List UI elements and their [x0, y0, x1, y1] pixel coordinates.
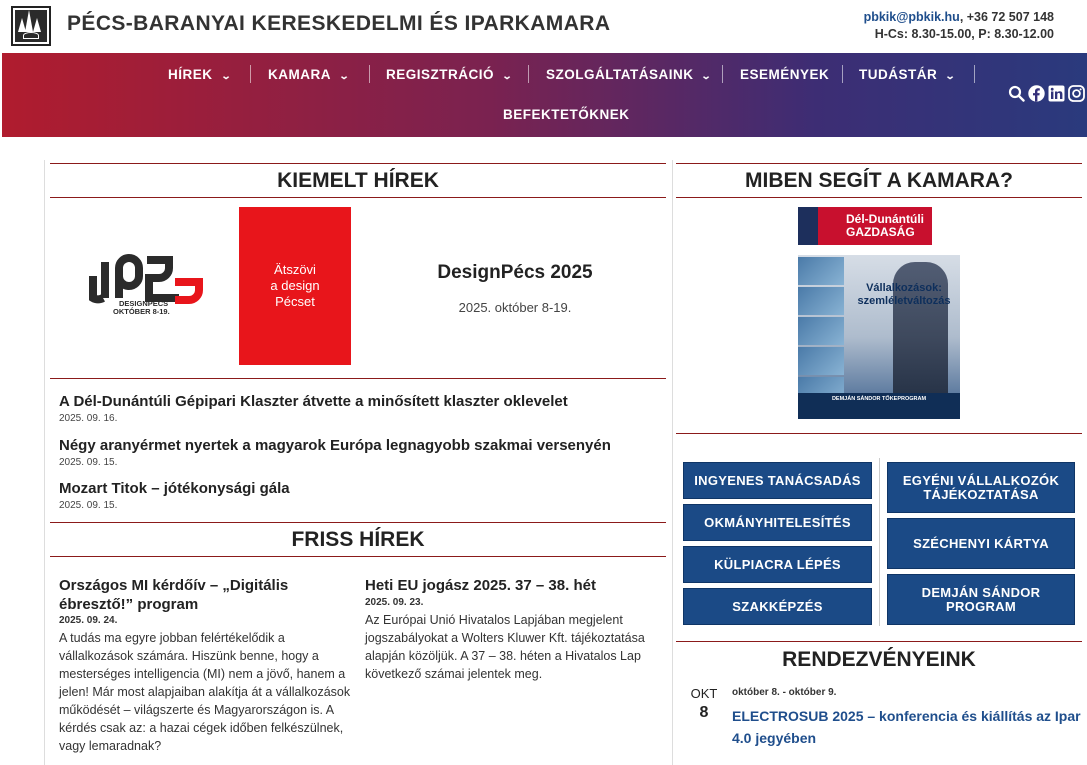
- nav-item-esemenyek[interactable]: [740, 67, 829, 82]
- event-date-range: október 8. - október 9.: [732, 687, 837, 698]
- magazine-title-line2: GAZDASÁG: [846, 225, 915, 239]
- chevron-down-icon: ⌄: [944, 71, 957, 82]
- magazine-title-line1: Dél-Dunántúli: [846, 212, 924, 226]
- contact-phone: , +36 72 507 148: [959, 10, 1054, 24]
- opening-hours: H-Cs: 8.30-15.00, P: 8.30-12.00: [874, 27, 1054, 41]
- event-title-link[interactable]: ELECTROSUB 2025 – konferencia és kiállítás az Ipar 4.0 jegyében: [732, 708, 1081, 746]
- fresh-news-left-title[interactable]: Országos MI kérdőív – „Digitális ébresztő!” program: [59, 577, 289, 613]
- news-item-date: 2025. 09. 15.: [59, 457, 118, 468]
- nav-separator: [528, 65, 529, 83]
- chamber-logo[interactable]: [11, 6, 51, 46]
- column-divider: [672, 160, 673, 765]
- fresh-news-right-excerpt: Az Európai Unió Hivatalos Lapjában megjelent jogszabályokat a Wolters Kluwer Kft. tájékoztatása alapján közöljük. A 37 – 38. héten a Hivatalos Lap következő számai jelentek meg.: [365, 613, 645, 681]
- events-heading: RENDEZVÉNYEINK: [676, 641, 1082, 677]
- linkedin-icon[interactable]: [1048, 85, 1065, 102]
- nav-item-tudastar[interactable]: [859, 67, 955, 82]
- service-button-free-consulting[interactable]: INGYENES TANÁCSADÁS: [683, 462, 872, 499]
- service-column-divider: [879, 458, 880, 626]
- nav-item-hirek[interactable]: [168, 67, 230, 82]
- fresh-news-right-title[interactable]: Heti EU jogász 2025. 37 – 38. hét: [365, 577, 596, 594]
- help-heading: MIBEN SEGÍT A KAMARA?: [676, 163, 1082, 198]
- service-button-vocational-training[interactable]: SZAKKÉPZÉS: [683, 588, 872, 625]
- chevron-down-icon: ⌄: [501, 71, 514, 82]
- logo-date-text: OKTÓBER 8-19.: [113, 307, 170, 316]
- service-button-szechenyi-card[interactable]: SZÉCHENYI KÁRTYA: [887, 518, 1075, 569]
- chevron-down-icon: ⌄: [338, 71, 351, 82]
- nav-separator: [842, 65, 843, 83]
- service-button-export[interactable]: KÜLPIACRA LÉPÉS: [683, 546, 872, 583]
- magazine-headline: Vállalkozások: szemléletváltozás: [857, 282, 951, 307]
- main-nav: [2, 53, 1087, 137]
- nav-separator: [250, 65, 251, 83]
- nav-icon-group: [1008, 85, 1085, 102]
- section-divider: [676, 433, 1082, 434]
- fresh-news-right-date: 2025. 09. 23.: [365, 597, 424, 608]
- event-day: 8: [699, 704, 709, 721]
- news-item-title[interactable]: Mozart Titok – jótékonysági gála: [59, 480, 290, 497]
- featured-news-heading: KIEMELT HÍREK: [50, 163, 666, 198]
- fresh-news-heading: FRISS HÍREK: [50, 522, 666, 557]
- nav-item-label: ESEMÉNYEK: [740, 67, 830, 82]
- contact-info: [864, 9, 1054, 43]
- chevron-down-icon: ⌄: [701, 71, 713, 82]
- search-icon[interactable]: [1008, 85, 1025, 102]
- magazine-footer: DEMJÁN SÁNDOR TŐKEPROGRAM: [798, 393, 960, 419]
- magazine-masthead: [818, 207, 932, 245]
- service-button-demjan-program[interactable]: DEMJÁN SÁNDOR PROGRAM: [887, 574, 1075, 625]
- section-divider: [50, 378, 666, 379]
- fresh-news-left-date: 2025. 09. 24.: [59, 615, 118, 626]
- news-item-title[interactable]: Négy aranyérmet nyertek a magyarok Európa legnagyobb szakmai versenyén: [59, 437, 611, 454]
- nav-item-befektetoknek[interactable]: [503, 107, 630, 122]
- nav-item-regisztracio[interactable]: [386, 67, 512, 82]
- nav-item-label: SZOLGÁLTATÁSAINK: [546, 67, 694, 82]
- service-button-document-authentication[interactable]: OKMÁNYHITELESÍTÉS: [683, 504, 872, 541]
- nav-item-kamara[interactable]: [268, 67, 349, 82]
- nav-item-label: TUDÁSTÁR: [859, 67, 938, 82]
- instagram-icon[interactable]: [1068, 85, 1085, 102]
- nav-separator: [974, 65, 975, 83]
- site-title[interactable]: PÉCS-BARANYAI KERESKEDELMI ÉS IPARKAMARA: [67, 12, 611, 35]
- news-item-title[interactable]: A Dél-Dunántúli Gépipari Klaszter átvette a minősített klaszter oklevelet: [59, 393, 568, 410]
- magazine-logo: [798, 207, 818, 245]
- nav-item-label: KAMARA: [268, 67, 331, 82]
- facebook-icon[interactable]: [1028, 85, 1045, 102]
- nav-item-szolgaltatasaink[interactable]: [546, 67, 711, 82]
- nav-item-label: HÍREK: [168, 67, 213, 82]
- nav-separator: [722, 65, 723, 83]
- designpecs-poster[interactable]: [239, 207, 351, 365]
- featured-article-title[interactable]: DesignPécs 2025: [437, 262, 593, 283]
- chevron-down-icon: ⌄: [220, 71, 232, 82]
- fresh-news-left-excerpt: A tudás ma egyre jobban felértékelődik a vállalkozások számára. Hiszünk benne, hogy a mesterséges intelligencia (MI) nem a jövő, hanem a jelen! Már most alapjaiban alakítja át a vállalkozások működését – világszerte és Magyarországon is. A kérdés csak az: a hazai cégek időben felkészülnek, vagy lemaradnak?: [59, 631, 351, 753]
- nav-item-label: BEFEKTETŐKNEK: [503, 107, 630, 122]
- left-column-border: [44, 160, 45, 765]
- logo-main-text: DESIGNPÉCS: [119, 299, 169, 308]
- magazine-cover[interactable]: [798, 207, 960, 419]
- nav-separator: [369, 65, 370, 83]
- designpecs-logo[interactable]: [83, 254, 205, 316]
- poster-text: Ätszövi a design Pécset: [270, 262, 320, 309]
- featured-article-date: 2025. október 8-19.: [458, 300, 572, 315]
- contact-email-link[interactable]: pbkik@pbkik.hu: [863, 10, 960, 24]
- nav-item-label: REGISZTRÁCIÓ: [386, 67, 495, 82]
- top-header: [0, 0, 1087, 53]
- news-item-date: 2025. 09. 15.: [59, 500, 118, 511]
- magazine-side-tiles: [798, 257, 844, 407]
- news-item-date: 2025. 09. 16.: [59, 413, 118, 424]
- service-button-sole-traders[interactable]: EGYÉNI VÁLLALKOZÓK TÁJÉKOZTATÁSA: [887, 462, 1075, 513]
- event-month: OKT: [690, 686, 718, 701]
